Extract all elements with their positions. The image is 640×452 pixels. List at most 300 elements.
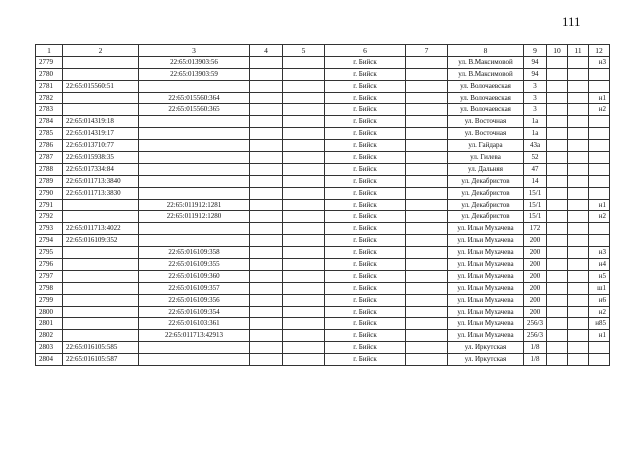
- street-cell: ул. Ильи Мухачева: [448, 235, 524, 247]
- city-cell: г. Бийск: [325, 294, 406, 306]
- col7-cell: [406, 259, 448, 271]
- row-number-cell: 2802: [36, 330, 63, 342]
- col4-cell: [250, 92, 283, 104]
- land-cadastral-cell: 22:65:013710:77: [63, 140, 139, 152]
- col5-cell: [283, 140, 325, 152]
- col7-cell: [406, 116, 448, 128]
- house-number-cell: 1/8: [524, 342, 547, 354]
- land-cadastral-cell: 22:65:015560:51: [63, 80, 139, 92]
- col11-cell: [568, 211, 589, 223]
- row-number-cell: 2783: [36, 104, 63, 116]
- col7-cell: [406, 80, 448, 92]
- col7-cell: [406, 306, 448, 318]
- street-cell: ул. Ильи Мухачева: [448, 223, 524, 235]
- land-cadastral-cell: [63, 259, 139, 271]
- col10-cell: [547, 270, 568, 282]
- street-cell: ул. Восточная: [448, 128, 524, 140]
- row-number-cell: 2804: [36, 354, 63, 366]
- col11-cell: [568, 92, 589, 104]
- col11-cell: [568, 270, 589, 282]
- col10-cell: [547, 354, 568, 366]
- city-cell: г. Бийск: [325, 318, 406, 330]
- col5-cell: [283, 318, 325, 330]
- col10-cell: [547, 235, 568, 247]
- land-cadastral-cell: [63, 306, 139, 318]
- street-cell: ул. Восточная: [448, 116, 524, 128]
- header-cell: 2: [63, 45, 139, 57]
- col5-cell: [283, 128, 325, 140]
- premises-cell: н1: [589, 199, 610, 211]
- city-cell: г. Бийск: [325, 211, 406, 223]
- col5-cell: [283, 235, 325, 247]
- house-number-cell: 15/1: [524, 187, 547, 199]
- table-row: [36, 175, 610, 187]
- col7-cell: [406, 92, 448, 104]
- col4-cell: [250, 187, 283, 199]
- table-row: [36, 56, 610, 68]
- city-cell: г. Бийск: [325, 354, 406, 366]
- premises-cell: [589, 116, 610, 128]
- street-cell: ул. Иркутская: [448, 354, 524, 366]
- city-cell: г. Бийск: [325, 259, 406, 271]
- object-cadastral-cell: 22:65:011713:42913: [139, 330, 250, 342]
- col5-cell: [283, 330, 325, 342]
- col7-cell: [406, 211, 448, 223]
- col4-cell: [250, 211, 283, 223]
- object-cadastral-cell: 22:65:011912:1280: [139, 211, 250, 223]
- table-row: [36, 282, 610, 294]
- street-cell: ул. Ильи Мухачева: [448, 294, 524, 306]
- col10-cell: [547, 116, 568, 128]
- col5-cell: [283, 163, 325, 175]
- city-cell: г. Бийск: [325, 270, 406, 282]
- city-cell: г. Бийск: [325, 306, 406, 318]
- premises-cell: н3: [589, 247, 610, 259]
- land-cadastral-cell: [63, 282, 139, 294]
- col10-cell: [547, 259, 568, 271]
- row-number-cell: 2797: [36, 270, 63, 282]
- col4-cell: [250, 235, 283, 247]
- col7-cell: [406, 235, 448, 247]
- city-cell: г. Бийск: [325, 330, 406, 342]
- street-cell: ул. Иркутская: [448, 342, 524, 354]
- premises-cell: [589, 354, 610, 366]
- table-row: [36, 92, 610, 104]
- col10-cell: [547, 199, 568, 211]
- land-cadastral-cell: [63, 92, 139, 104]
- row-number-cell: 2792: [36, 211, 63, 223]
- row-number-cell: 2794: [36, 235, 63, 247]
- house-number-cell: 172: [524, 223, 547, 235]
- land-cadastral-cell: [63, 294, 139, 306]
- col5-cell: [283, 68, 325, 80]
- house-number-cell: 52: [524, 152, 547, 164]
- house-number-cell: 200: [524, 282, 547, 294]
- col11-cell: [568, 56, 589, 68]
- col7-cell: [406, 163, 448, 175]
- house-number-cell: 200: [524, 247, 547, 259]
- col10-cell: [547, 318, 568, 330]
- street-cell: ул. Декабристов: [448, 211, 524, 223]
- object-cadastral-cell: 22:65:011912:1281: [139, 199, 250, 211]
- premises-cell: н2: [589, 306, 610, 318]
- premises-cell: н3: [589, 56, 610, 68]
- object-cadastral-cell: [139, 223, 250, 235]
- col5-cell: [283, 175, 325, 187]
- object-cadastral-cell: [139, 342, 250, 354]
- col10-cell: [547, 104, 568, 116]
- city-cell: г. Бийск: [325, 175, 406, 187]
- house-number-cell: 43а: [524, 140, 547, 152]
- col4-cell: [250, 128, 283, 140]
- premises-cell: н5: [589, 270, 610, 282]
- col5-cell: [283, 294, 325, 306]
- col4-cell: [250, 68, 283, 80]
- header-cell: 4: [250, 45, 283, 57]
- col10-cell: [547, 56, 568, 68]
- header-cell: 1: [36, 45, 63, 57]
- col4-cell: [250, 306, 283, 318]
- col4-cell: [250, 318, 283, 330]
- header-cell: 8: [448, 45, 524, 57]
- city-cell: г. Бийск: [325, 247, 406, 259]
- col10-cell: [547, 294, 568, 306]
- object-cadastral-cell: [139, 235, 250, 247]
- col7-cell: [406, 330, 448, 342]
- premises-cell: ш1: [589, 282, 610, 294]
- col4-cell: [250, 247, 283, 259]
- street-cell: ул. Декабристов: [448, 187, 524, 199]
- object-cadastral-cell: 22:65:016109:356: [139, 294, 250, 306]
- col10-cell: [547, 140, 568, 152]
- col7-cell: [406, 247, 448, 259]
- col5-cell: [283, 92, 325, 104]
- col4-cell: [250, 330, 283, 342]
- col11-cell: [568, 80, 589, 92]
- col7-cell: [406, 104, 448, 116]
- premises-cell: [589, 163, 610, 175]
- city-cell: г. Бийск: [325, 56, 406, 68]
- col5-cell: [283, 270, 325, 282]
- table-header-row: [36, 45, 610, 57]
- row-number-cell: 2789: [36, 175, 63, 187]
- col4-cell: [250, 259, 283, 271]
- land-cadastral-cell: [63, 211, 139, 223]
- col5-cell: [283, 247, 325, 259]
- premises-cell: [589, 128, 610, 140]
- table-row: [36, 152, 610, 164]
- col7-cell: [406, 199, 448, 211]
- object-cadastral-cell: [139, 175, 250, 187]
- object-cadastral-cell: 22:65:016103:361: [139, 318, 250, 330]
- col5-cell: [283, 354, 325, 366]
- city-cell: г. Бийск: [325, 235, 406, 247]
- table-row: [36, 330, 610, 342]
- premises-cell: н85: [589, 318, 610, 330]
- table-row: [36, 211, 610, 223]
- row-number-cell: 2800: [36, 306, 63, 318]
- object-cadastral-cell: [139, 354, 250, 366]
- col10-cell: [547, 152, 568, 164]
- col11-cell: [568, 223, 589, 235]
- table-row: [36, 187, 610, 199]
- house-number-cell: 200: [524, 306, 547, 318]
- col11-cell: [568, 235, 589, 247]
- col11-cell: [568, 68, 589, 80]
- land-cadastral-cell: 22:65:015938:35: [63, 152, 139, 164]
- col7-cell: [406, 68, 448, 80]
- col11-cell: [568, 318, 589, 330]
- house-number-cell: 3: [524, 104, 547, 116]
- col7-cell: [406, 152, 448, 164]
- table-row: [36, 68, 610, 80]
- house-number-cell: 94: [524, 56, 547, 68]
- col5-cell: [283, 56, 325, 68]
- city-cell: г. Бийск: [325, 342, 406, 354]
- col10-cell: [547, 128, 568, 140]
- house-number-cell: 47: [524, 163, 547, 175]
- col4-cell: [250, 80, 283, 92]
- house-number-cell: 1а: [524, 128, 547, 140]
- header-cell: 11: [568, 45, 589, 57]
- col4-cell: [250, 294, 283, 306]
- table-row: [36, 294, 610, 306]
- object-cadastral-cell: 22:65:016109:360: [139, 270, 250, 282]
- house-number-cell: 200: [524, 259, 547, 271]
- col4-cell: [250, 223, 283, 235]
- city-cell: г. Бийск: [325, 152, 406, 164]
- col7-cell: [406, 175, 448, 187]
- col11-cell: [568, 175, 589, 187]
- col10-cell: [547, 163, 568, 175]
- row-number-cell: 2787: [36, 152, 63, 164]
- row-number-cell: 2784: [36, 116, 63, 128]
- col11-cell: [568, 294, 589, 306]
- col7-cell: [406, 282, 448, 294]
- table-row: [36, 306, 610, 318]
- house-number-cell: 15/1: [524, 199, 547, 211]
- land-cadastral-cell: [63, 270, 139, 282]
- street-cell: ул. В.Максимовой: [448, 56, 524, 68]
- col4-cell: [250, 282, 283, 294]
- land-cadastral-cell: 22:65:014319:17: [63, 128, 139, 140]
- city-cell: г. Бийск: [325, 116, 406, 128]
- row-number-cell: 2780: [36, 68, 63, 80]
- col4-cell: [250, 175, 283, 187]
- col5-cell: [283, 80, 325, 92]
- object-cadastral-cell: [139, 163, 250, 175]
- table-row: [36, 163, 610, 175]
- object-cadastral-cell: [139, 140, 250, 152]
- premises-cell: н1: [589, 92, 610, 104]
- city-cell: г. Бийск: [325, 140, 406, 152]
- table-row: [36, 116, 610, 128]
- row-number-cell: 2793: [36, 223, 63, 235]
- col7-cell: [406, 187, 448, 199]
- row-number-cell: 2782: [36, 92, 63, 104]
- premises-cell: н1: [589, 330, 610, 342]
- col5-cell: [283, 306, 325, 318]
- col10-cell: [547, 223, 568, 235]
- house-number-cell: 3: [524, 92, 547, 104]
- col11-cell: [568, 128, 589, 140]
- header-cell: 12: [589, 45, 610, 57]
- premises-cell: [589, 187, 610, 199]
- header-cell: 3: [139, 45, 250, 57]
- row-number-cell: 2803: [36, 342, 63, 354]
- premises-cell: [589, 223, 610, 235]
- street-cell: ул. Ильи Мухачева: [448, 270, 524, 282]
- city-cell: г. Бийск: [325, 128, 406, 140]
- row-number-cell: 2798: [36, 282, 63, 294]
- object-cadastral-cell: 22:65:016109:357: [139, 282, 250, 294]
- land-cadastral-cell: 22:65:016109:352: [63, 235, 139, 247]
- house-number-cell: 94: [524, 68, 547, 80]
- col10-cell: [547, 211, 568, 223]
- col10-cell: [547, 342, 568, 354]
- col4-cell: [250, 342, 283, 354]
- row-number-cell: 2795: [36, 247, 63, 259]
- row-number-cell: 2786: [36, 140, 63, 152]
- premises-cell: [589, 175, 610, 187]
- object-cadastral-cell: [139, 152, 250, 164]
- row-number-cell: 2790: [36, 187, 63, 199]
- header-cell: 5: [283, 45, 325, 57]
- object-cadastral-cell: 22:65:016109:354: [139, 306, 250, 318]
- col5-cell: [283, 282, 325, 294]
- col11-cell: [568, 187, 589, 199]
- col11-cell: [568, 104, 589, 116]
- land-cadastral-cell: [63, 104, 139, 116]
- object-cadastral-cell: 22:65:013903:59: [139, 68, 250, 80]
- col10-cell: [547, 330, 568, 342]
- table-row: [36, 199, 610, 211]
- house-number-cell: 1а: [524, 116, 547, 128]
- row-number-cell: 2801: [36, 318, 63, 330]
- object-cadastral-cell: 22:65:015560:365: [139, 104, 250, 116]
- row-number-cell: 2779: [36, 56, 63, 68]
- row-number-cell: 2799: [36, 294, 63, 306]
- premises-cell: [589, 235, 610, 247]
- land-cadastral-cell: [63, 199, 139, 211]
- house-number-cell: 14: [524, 175, 547, 187]
- col11-cell: [568, 199, 589, 211]
- col11-cell: [568, 330, 589, 342]
- table-row: [36, 223, 610, 235]
- street-cell: ул. Волочаевская: [448, 104, 524, 116]
- col7-cell: [406, 223, 448, 235]
- house-number-cell: 1/8: [524, 354, 547, 366]
- table-row: [36, 259, 610, 271]
- col4-cell: [250, 354, 283, 366]
- registry-table: [35, 44, 610, 366]
- land-cadastral-cell: [63, 247, 139, 259]
- col11-cell: [568, 163, 589, 175]
- land-cadastral-cell: 22:65:016105:585: [63, 342, 139, 354]
- col7-cell: [406, 140, 448, 152]
- col7-cell: [406, 354, 448, 366]
- street-cell: ул. Ильи Мухачева: [448, 318, 524, 330]
- object-cadastral-cell: [139, 187, 250, 199]
- col5-cell: [283, 223, 325, 235]
- row-number-cell: 2791: [36, 199, 63, 211]
- city-cell: г. Бийск: [325, 80, 406, 92]
- col4-cell: [250, 270, 283, 282]
- land-cadastral-cell: [63, 68, 139, 80]
- col11-cell: [568, 306, 589, 318]
- col11-cell: [568, 342, 589, 354]
- col4-cell: [250, 163, 283, 175]
- land-cadastral-cell: 22:65:014319:18: [63, 116, 139, 128]
- col5-cell: [283, 152, 325, 164]
- street-cell: ул. Гайдара: [448, 140, 524, 152]
- premises-cell: [589, 68, 610, 80]
- street-cell: ул. Волочаевская: [448, 92, 524, 104]
- premises-cell: [589, 152, 610, 164]
- land-cadastral-cell: 22:65:011713:4022: [63, 223, 139, 235]
- col10-cell: [547, 187, 568, 199]
- premises-cell: н2: [589, 211, 610, 223]
- header-cell: 7: [406, 45, 448, 57]
- col11-cell: [568, 140, 589, 152]
- table-row: [36, 318, 610, 330]
- street-cell: ул. Дальняя: [448, 163, 524, 175]
- col5-cell: [283, 104, 325, 116]
- house-number-cell: 200: [524, 235, 547, 247]
- page-number: 111: [562, 14, 581, 29]
- street-cell: ул. Волочаевская: [448, 80, 524, 92]
- table-row: [36, 270, 610, 282]
- col5-cell: [283, 259, 325, 271]
- header-cell: 9: [524, 45, 547, 57]
- house-number-cell: 200: [524, 294, 547, 306]
- object-cadastral-cell: 22:65:016109:355: [139, 259, 250, 271]
- col5-cell: [283, 199, 325, 211]
- table-row: [36, 342, 610, 354]
- col5-cell: [283, 116, 325, 128]
- street-cell: ул. Ильи Мухачева: [448, 247, 524, 259]
- col7-cell: [406, 342, 448, 354]
- col7-cell: [406, 318, 448, 330]
- street-cell: ул. Ильи Мухачева: [448, 282, 524, 294]
- table-row: [36, 140, 610, 152]
- land-cadastral-cell: [63, 318, 139, 330]
- land-cadastral-cell: 22:65:011713:3840: [63, 175, 139, 187]
- city-cell: г. Бийск: [325, 92, 406, 104]
- col11-cell: [568, 247, 589, 259]
- premises-cell: [589, 140, 610, 152]
- house-number-cell: 256/3: [524, 330, 547, 342]
- table-row: [36, 235, 610, 247]
- col7-cell: [406, 56, 448, 68]
- object-cadastral-cell: [139, 128, 250, 140]
- table-row: [36, 80, 610, 92]
- col11-cell: [568, 354, 589, 366]
- object-cadastral-cell: 22:65:016109:358: [139, 247, 250, 259]
- land-cadastral-cell: 22:65:016105:587: [63, 354, 139, 366]
- col4-cell: [250, 199, 283, 211]
- col7-cell: [406, 294, 448, 306]
- object-cadastral-cell: [139, 116, 250, 128]
- header-cell: 10: [547, 45, 568, 57]
- col10-cell: [547, 92, 568, 104]
- col5-cell: [283, 187, 325, 199]
- object-cadastral-cell: [139, 80, 250, 92]
- col7-cell: [406, 270, 448, 282]
- row-number-cell: 2796: [36, 259, 63, 271]
- object-cadastral-cell: 22:65:015560:364: [139, 92, 250, 104]
- col4-cell: [250, 152, 283, 164]
